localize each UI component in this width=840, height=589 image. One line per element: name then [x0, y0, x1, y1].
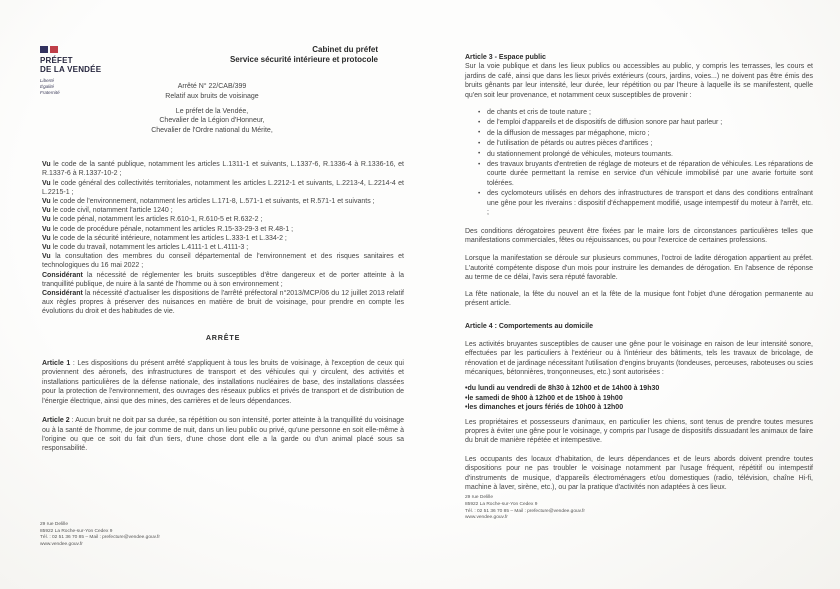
- visa-prefix: Considérant: [42, 271, 83, 279]
- arrete-subject: Relatif aux bruits de voisinage: [165, 92, 259, 100]
- visa-item: [42, 234, 404, 243]
- footer-website: www.vendee.gouv.fr: [465, 515, 508, 521]
- service-line: Cabinet du préfet: [312, 45, 378, 54]
- visa-prefix: Vu: [42, 225, 51, 233]
- logo-motto: [40, 78, 140, 96]
- visa-text: le code de procédure pénale, notamment les articles R.15-33-29-3 et R.48-1 ;: [50, 225, 294, 233]
- visa-text: le code général des collectivités territoriales, notamment les articles L.2212-1 et suivants, L.2213-4, L.2214-4 et L.2215-1 ;: [42, 179, 404, 196]
- visa-prefix: Considérant: [42, 290, 83, 298]
- bullet-item: • de chants et cris de toute nature ;: [487, 108, 813, 117]
- article-4-paragraph: Les propriétaires et possesseurs d'animaux, en particulier les chiens, sont tenus de prendre toutes mesures propres à éviter une gêne pour le voisinage, y compris par l'usage de dispositifs dissuadant les animaux de faire du bruit de manière répétée et intempestive.: [465, 418, 813, 445]
- salutation-line: Chevalier de l'Ordre national du Mérite,: [151, 126, 273, 134]
- bullet-item: • du stationnement prolongé de véhicules, moteurs tournants.: [487, 150, 813, 159]
- visa-item: [42, 160, 404, 178]
- schedule-line: • le samedi de 9h00 à 12h00 et de 15h00 à 19h00: [465, 394, 813, 403]
- logo-name-line1: PRÉFET: [40, 56, 73, 65]
- visa-item: [42, 206, 404, 215]
- visa-text: la consultation des membres du conseil départemental de l'environnement et des risques sanitaires et technologiques du 16 mai 2022 ;: [42, 253, 404, 270]
- visa-item: [42, 289, 404, 317]
- page-1: [42, 45, 404, 575]
- article-1: [42, 359, 404, 406]
- motto-line: Liberté: [40, 78, 55, 84]
- visa-text: le code du travail, notamment les articles L.4111-1 et L.4111-3 ;: [50, 244, 249, 252]
- visa-prefix: Vu: [42, 207, 51, 215]
- visa-prefix: Vu: [42, 216, 51, 224]
- article-3-paragraph: La fête nationale, la fête du nouvel an et la fête de la musique font l'objet d'une dérogation permanente au présent article.: [465, 290, 813, 307]
- visa-item: [42, 197, 404, 206]
- bullet-item: • de la diffusion de messages par mégaphone, micro ;: [487, 129, 813, 138]
- article-4-intro: Les activités bruyantes susceptibles de causer une gêne pour le voisinage en raison de leur intensité sonore, effectuées par les particuliers à l'extérieur ou à l'intérieur des bâtiments, tels les travaux de bricolage, de rénovation et de jardinage nécessitant l'utilisation d'engins bruyants (tondeuses, perceuses, raboteuses ou scies mécaniques, bétonnières, tronçonneuses, etc.) sont autorisées :: [465, 340, 813, 376]
- footer-website: www.vendee.gouv.fr: [40, 541, 83, 547]
- visa-item: [42, 179, 404, 197]
- logo-name: [40, 56, 140, 74]
- french-flag-icon: [40, 46, 58, 53]
- article-label: Article 1: [42, 360, 71, 368]
- service-line: Service sécurité intérieure et protocole: [229, 55, 378, 64]
- article-3-paragraph: Lorsque la manifestation se déroule sur plusieurs communes, l'octroi de ladite dérogation appartient au préfet. L'autorité compétente dispose d'un mois pour instruire les demandes de dérogation. En l'absence de réponse au terme de ce délai, l'avis sera réputé favorable.: [465, 255, 813, 282]
- footer-address-line: 85922 La Roche-sur-Yon Cedex 9: [465, 502, 538, 508]
- visa-item: [42, 215, 404, 224]
- visa-text: le code de la sécurité intérieure, notamment les articles L.333-1 et L.334-2 ;: [50, 234, 287, 242]
- motto-line: Égalité: [40, 84, 55, 90]
- article-2: [42, 416, 404, 454]
- article-4-heading: Article 4 : Comportements au domicile: [465, 323, 593, 331]
- flag-red-block: [50, 46, 58, 53]
- visa-prefix: Vu: [42, 234, 51, 242]
- article-4-paragraph: Les occupants des locaux d'habitation, de leurs dépendances et de leurs abords doivent prendre toutes dispositions pour ne pas troubler le voisinage notamment par l'usage fréquent, répétitif ou intempestif d'instruments de musique, d'appareils électroménagers et/ou domestiques (radio, télévision, chaîne Hi-fi, machine à laver, sirène, etc.), ou par la pratique d'activités non adaptées à ces lieux.: [465, 455, 813, 492]
- article-3-intro: Sur la voie publique et dans les lieux publics ou accessibles au public, y compris les terrasses, les cours et jardins de café, ainsi que dans les lieux privés extérieurs (cours, jardins, voies...) ne doivent pas être émis des bruits gênants par leur intensité, leur durée, leur répétition ou par l'heure à laquelle ils se manifestent, quelle qu'en soit leur provenance, et notamment ceux susceptibles de provenir :: [465, 63, 813, 99]
- footer-contact-line: Tél. : 02 51 36 70 85 – Mail : prefecture@vendee.gouv.fr: [465, 508, 585, 514]
- visa-item: [42, 252, 404, 270]
- article-4-schedule: [465, 384, 813, 412]
- schedule-line: • les dimanches et jours fériés de 10h00 à 12h00: [465, 403, 813, 412]
- footer-address-line: 85922 La Roche-sur-Yon Cedex 9: [40, 528, 113, 534]
- prefecture-logo: [40, 46, 140, 96]
- visa-prefix: Vu: [42, 198, 51, 206]
- visa-prefix: Vu: [42, 161, 51, 169]
- salutation-block: [42, 107, 382, 135]
- page-footer: [465, 495, 813, 521]
- footer-contact-line: Tél. : 02 51 36 70 85 – Mail : prefecture@vendee.gouv.fr: [40, 535, 160, 541]
- salutation-line: Le préfet de la Vendée,: [175, 108, 249, 115]
- page-2: [465, 53, 813, 583]
- arrete-heading: ARRÊTE: [205, 332, 241, 342]
- visa-text: le code pénal, notamment les articles R.610-1, R.610-5 et R.632-2 ;: [50, 216, 263, 224]
- bullet-item: • de l'utilisation de pétards ou autres pièces d'artifices ;: [487, 139, 813, 148]
- bullet-item: • de l'emploi d'appareils et de dispositifs de diffusion sonore par haut parleur ;: [487, 118, 813, 127]
- logo-name-line2: DE LA VENDÉE: [40, 65, 102, 75]
- salutation-line: Chevalier de la Légion d'Honneur,: [159, 117, 265, 125]
- page-footer: [40, 522, 160, 548]
- visa-text: la nécessité d'actualiser les dispositions de l'arrêté préfectoral n°2013/MCP/06 du 12 juillet 2013 relatif aux règles propres à préserver des nuisances en matière de bruit de voisinage, pour prendre en compte les évolutions du droit et des habitudes de vie.: [42, 290, 404, 316]
- arrete-number: Arrêté N° 22/CAB/399: [177, 83, 247, 90]
- bullet-item: • des travaux bruyants d'entretien de réglage de moteurs et de réparation de véhicules. Les réparations de courte durée permettant la remise en service d'un véhicule immobilisé par une avarie fortuite sont tolérées.: [487, 160, 813, 188]
- visa-text: le code de l'environnement, notamment les articles L.171-8, L.571-1 et suivants, et R.571-1 et suivants ;: [50, 198, 375, 206]
- article-label: Article 2: [42, 417, 70, 425]
- visa-text: la nécessité de réglementer les bruits susceptibles d'être dangereux et de porter atteinte à la tranquillité publique, de nuire à la santé de l'homme ou à son environnement ;: [42, 271, 404, 288]
- visa-prefix: Vu: [42, 179, 51, 187]
- visa-prefix: Vu: [42, 244, 51, 252]
- footer-address-line: 29 rue Delille: [465, 495, 493, 501]
- visa-item: [42, 243, 404, 252]
- article-text: : Les dispositions du présent arrêté s'appliquent à tous les bruits de voisinage, à l'exception de ceux qui proviennent des aéronefs, des infrastructures de transport et des véhicules qui y circulent, des activités et installations particulières de la défense nationale, des installations nucléaires de base, des installations classées pour la protection de l'environnement, des ouvrages des réseaux publics et privés de transport et de distribution de l'énergie électrique, ainsi que des mines, des carrières et de leurs dépendances.: [42, 360, 404, 405]
- motto-line: Fraternité: [40, 90, 60, 96]
- visa-text: le code de la santé publique, notamment les articles L.1311-1 et suivants, L.1337-6, R.1336-4 à R.1336-16, et R.1337-6 à R.1337-10-2 ;: [42, 161, 404, 178]
- visa-prefix: Vu: [42, 253, 51, 261]
- visa-item: [42, 225, 404, 234]
- bullet-item: • des cyclomoteurs utilisés en dehors des infrastructures de transport et dans des conditions entraînant une gêne pour les riverains : dispositif d'échappement modifié, usage intempestif du moteur à l'arrêt, etc. ;: [487, 189, 813, 217]
- flag-blue-block: [40, 46, 48, 53]
- visa-item: [42, 271, 404, 289]
- footer-address-line: 29 rue Delille: [40, 522, 68, 527]
- article-3-bullet-list: [465, 108, 813, 217]
- article-3-heading: Article 3 - Espace public: [465, 54, 546, 61]
- schedule-line: • du lundi au vendredi de 8h30 à 12h00 et de 14h00 à 19h30: [465, 384, 813, 393]
- visas-block: [42, 160, 404, 316]
- article-text: : Aucun bruit ne doit par sa durée, sa répétition ou son intensité, porter atteinte à la tranquillité du voisinage ou à la santé de l'homme, de jour comme de nuit, dans un lieu public ou privé, qu'une personne en soit elle-même à l'origine ou que ce soit du fait d'un tiers, d'une chose dont elle a la garde ou d'un animal placé sous sa responsabilité.: [42, 417, 404, 453]
- visa-text: le code civil, notamment l'article 1240 ;: [50, 207, 173, 215]
- article-3-paragraph: Des conditions dérogatoires peuvent être fixées par le maire lors de circonstances particulières telles que manifestations commerciales, fêtes ou réjouissances, ou pour l'exercice de certaines professions.: [465, 227, 813, 244]
